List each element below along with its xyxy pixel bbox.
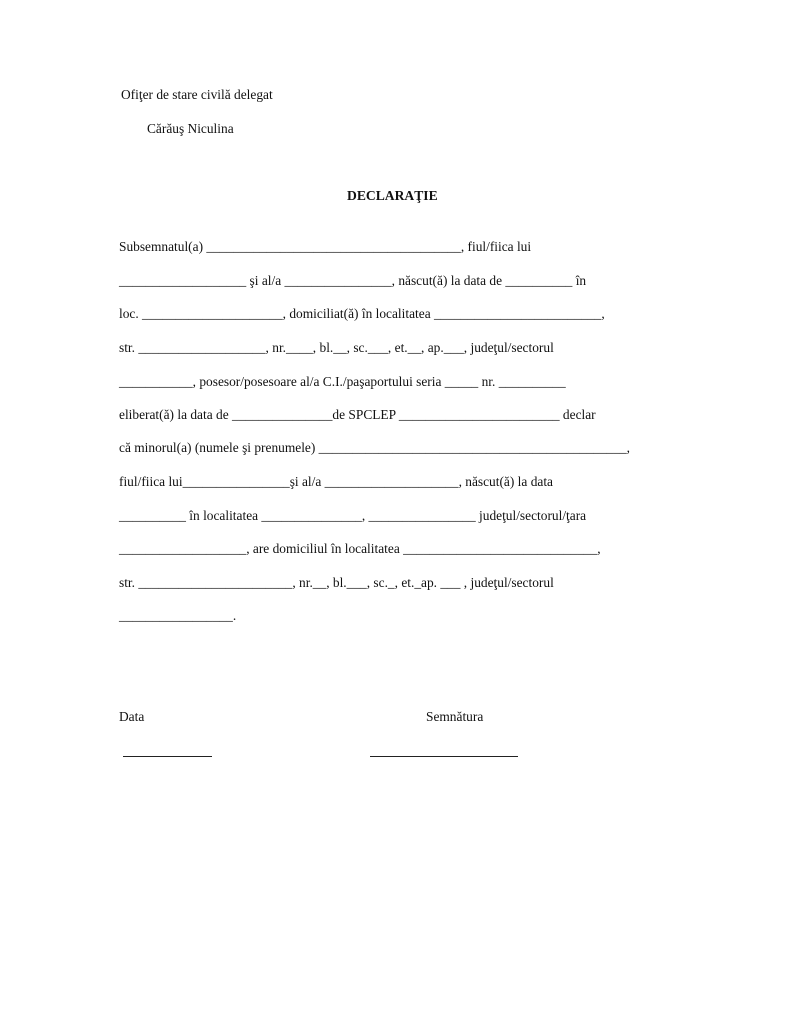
form-line-8: fiul/fiica lui________________şi al/a ____________________, născut(ă) la data (119, 474, 553, 489)
form-line-7: că minorul(a) (numele şi prenumele) ______________________________________________, (119, 440, 630, 455)
form-line-10: ___________________, are domiciliul în localitatea _____________________________, (119, 541, 601, 556)
form-line-1: Subsemnatul(a) ______________________________________, fiul/fiica lui (119, 239, 532, 254)
signature-line (370, 756, 518, 757)
date-signature-line (123, 756, 212, 757)
officer-name: Cărăuş Niculina (147, 121, 234, 136)
form-line-12: _________________. (119, 608, 237, 623)
form-line-11: str. _______________________, nr.__, bl.___, sc._, et._ap. ___ , judeţul/sectorul (119, 575, 554, 590)
form-line-4: str. ___________________, nr.____, bl.__, sc.___, et.__, ap.___, judeţul/sectorul (119, 340, 554, 355)
form-line-3: loc. _____________________, domiciliat(ă) în localitatea _________________________, (119, 306, 605, 321)
form-line-6: eliberat(ă) la data de _______________de SPCLEP ________________________ declar (119, 407, 596, 422)
document-title: DECLARAŢIE (347, 188, 438, 203)
form-line-5: ___________, posesor/posesoare al/a C.I./paşaportului seria _____ nr. __________ (119, 374, 566, 389)
form-line-9: __________ în localitatea _______________, ________________ judeţul/sectorul/ţara (119, 508, 587, 523)
date-label: Data (119, 709, 145, 724)
signature-label: Semnătura (426, 709, 484, 724)
officer-title: Ofiţer de stare civilă delegat (121, 87, 273, 102)
form-line-2: ___________________ şi al/a ________________, născut(ă) la data de __________ în (119, 273, 587, 288)
